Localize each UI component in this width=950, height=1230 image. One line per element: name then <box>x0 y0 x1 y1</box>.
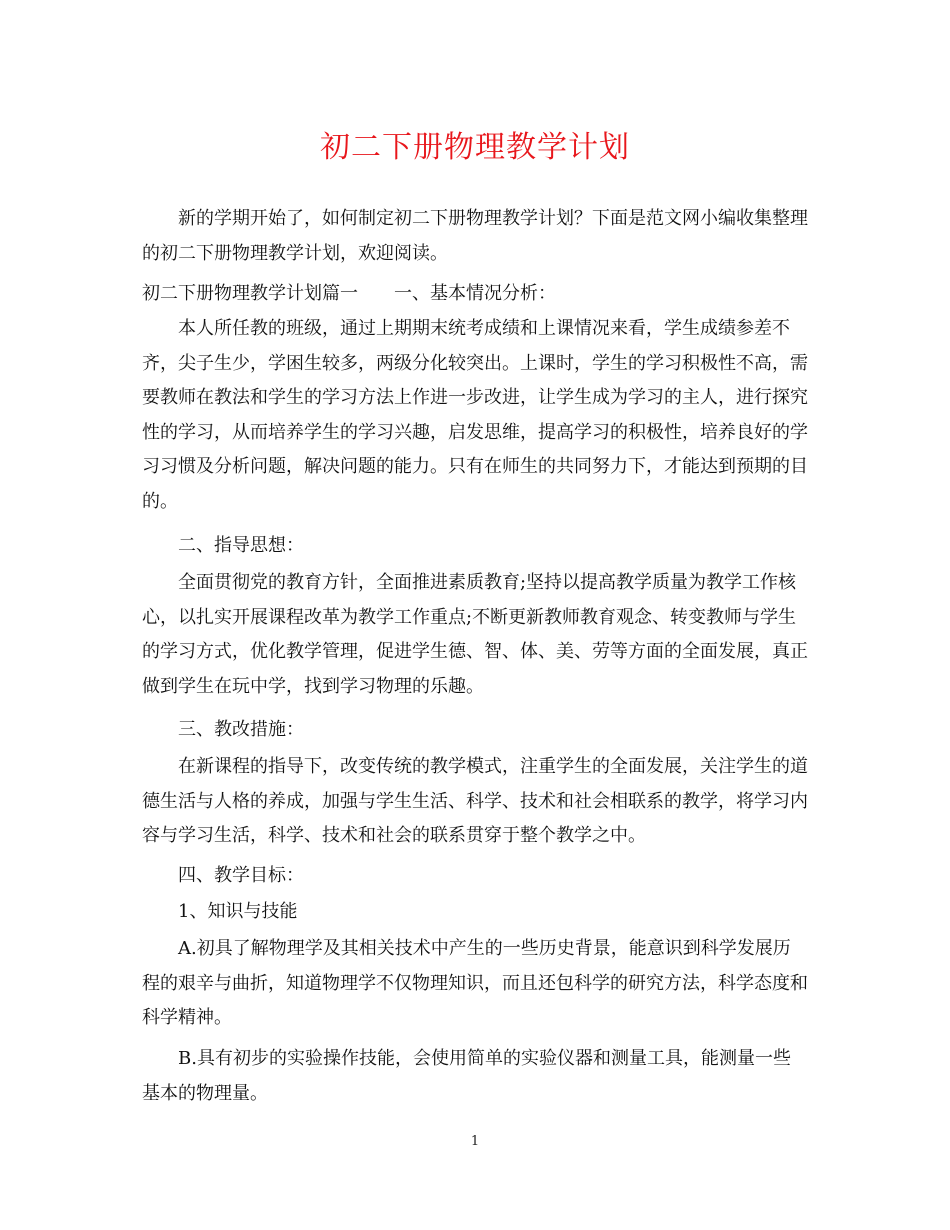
basic-situation-paragraph: 本人所任教的班级，通过上期期末统考成绩和上课情况来看，学生成绩参差不齐，尖子生少，学困生较多，两级分化较突出。上课时，学生的学习积极性不高，需要教师在教法和学生的学习方法上作进一步改进，让学生成为学习的主人，进行探究性的学习，从而培养学生的学习兴趣，启发思维，提高学习的积极性，培养良好的学习习惯及分析问题，解决问题的能力。只有在师生的共同努力下，才能达到预期的目的。 <box>142 318 808 512</box>
goal-a-paragraph: A.初具了解物理学及其相关技术中产生的一些历史背景，能意识到科学发展历程的艰辛与曲折，知道物理学不仅物理知识，而且还包科学的研究方法，科学态度和科学精神。 <box>142 938 808 1028</box>
page-number: 1 <box>470 1134 480 1149</box>
guiding-ideology-paragraph: 全面贯彻党的教育方针，全面推进素质教育;坚持以提高教学质量为教学工作核心，以扎实开展课程改革为教学工作重点;不断更新教师教育观念、转变教师与学生的学习方式，优化教学管理，促进学生德、智、体、美、劳等方面的全面发展，真正做到学生在玩中学，找到学习物理的乐趣。 <box>142 572 808 697</box>
section-heading-basic-situation: 初二下册物理教学计划篇一 一、基本情况分析： <box>142 283 556 304</box>
section-heading-teaching-goals: 四、教学目标： <box>178 865 304 886</box>
goal-b-paragraph: B.具有初步的实验操作技能，会使用简单的实验仪器和测量工具，能测量一些基本的物理量。 <box>142 1048 791 1104</box>
intro-paragraph: 新的学期开始了，如何制定初二下册物理教学计划？下面是范文网小编收集整理的初二下册物理教学计划，欢迎阅读。 <box>142 208 808 264</box>
section-heading-guiding-ideology: 二、指导思想： <box>178 535 304 556</box>
section-heading-reform-measures: 三、教改措施： <box>178 719 304 740</box>
reform-measures-paragraph: 在新课程的指导下，改变传统的教学模式，注重学生的全面发展，关注学生的道德生活与人格的养成，加强与学生生活、科学、技术和社会相联系的教学，将学习内容与学习生活，科学、技术和社会的联系贯穿于整个教学之中。 <box>142 756 808 846</box>
document-title: 初二下册物理教学计划 <box>320 130 630 165</box>
subheading-knowledge-skills: 1、知识与技能 <box>178 901 298 922</box>
